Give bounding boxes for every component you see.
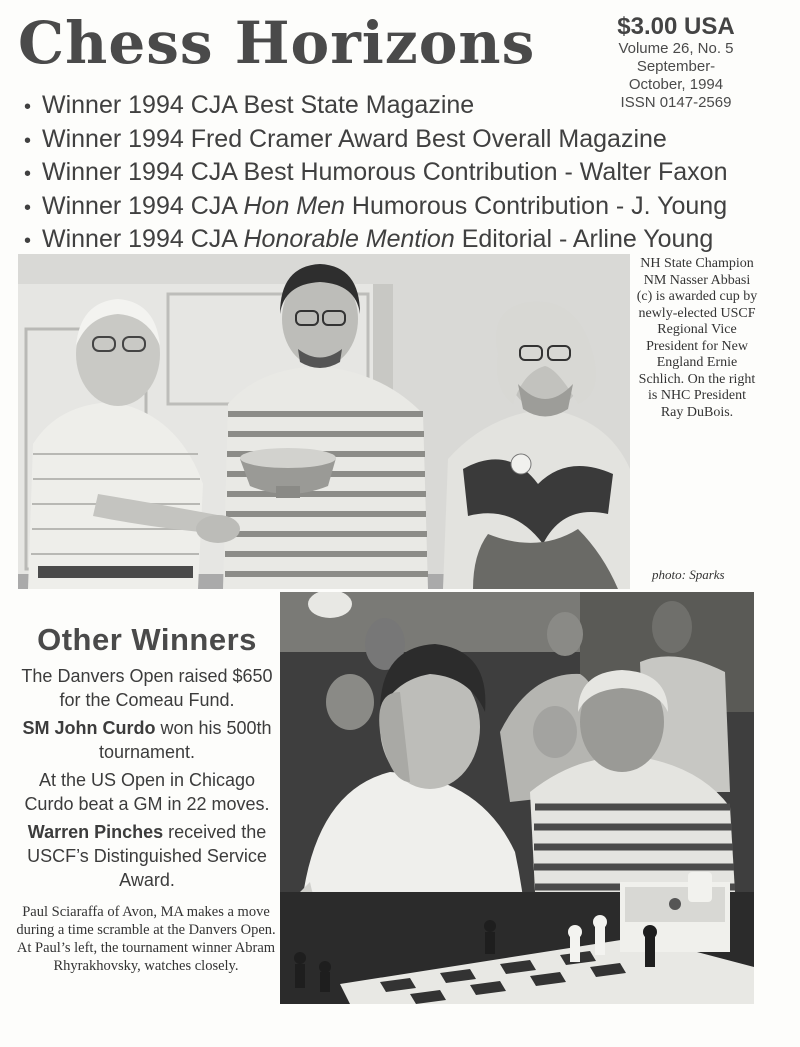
award-italic-text: Hon Men (243, 191, 345, 220)
photo-caption-bottom: Paul Sciaraffa of Avon, MA makes a move during a time scramble at the Danvers Open. At Paul’s left, the tournament winner Abram Rhyrakhovsky, watches closely. (16, 904, 276, 974)
curdo-tournament-note (16, 716, 278, 764)
volume-number: Volume 26, No. 5 (618, 40, 734, 58)
award-italic-text: Honorable Mention (243, 225, 455, 253)
award-text: Winner 1994 CJA Best State Magazine (42, 91, 475, 119)
issn: ISSN 0147-2569 (620, 94, 732, 112)
awards-list (24, 90, 727, 258)
pinches-award-note (16, 820, 278, 892)
bullet-icon: • (24, 163, 32, 185)
award-item (24, 124, 727, 158)
award-text-end: Humorous Contribution - J. Young (344, 191, 728, 220)
tournament-photo (280, 592, 754, 1004)
award-ceremony-photo (18, 254, 630, 589)
masthead-title: Chess Horizons (18, 9, 536, 77)
curdo-name: SM John Curdo (22, 718, 156, 738)
award-item (24, 224, 727, 258)
bullet-icon: • (24, 96, 32, 118)
other-winners-heading: Other Winners (37, 622, 257, 657)
award-item (24, 157, 727, 191)
pinches-award-text: received the USCF’s Distinguished Service Award. (27, 822, 267, 890)
other-winners-section (16, 622, 278, 896)
bullet-icon: • (24, 129, 32, 152)
issue-month-start: September- (636, 58, 716, 76)
cover-price: $3.00 USA (617, 13, 735, 40)
curdo-tournament-text: won his 500th tournament. (98, 718, 272, 762)
photo-caption-top: NH State Champion NM Nasser Abbasi (c) is awarded cup by newly-elected USCF Regional Vice President for New England Ernie Schlich. On the right is NHC President Ray DuBois. (636, 256, 758, 420)
award-text: Winner 1994 CJA Best Humorous Contribution - Walter Faxon (42, 158, 728, 186)
award-text: Winner 1994 CJA (42, 225, 244, 253)
pinches-name: Warren Pinches (27, 822, 164, 842)
us-open-note: At the US Open in Chicago Curdo beat a GM in 22 moves. (24, 770, 270, 814)
award-text: Winner 1994 CJA (42, 191, 244, 220)
issue-month-end: October, 1994 (628, 76, 724, 94)
award-item (24, 191, 727, 225)
award-text-end: Editorial - Arline Young (454, 225, 714, 253)
danvers-open-note: The Danvers Open raised $650 for the Comeau Fund. (21, 666, 273, 710)
bullet-icon: • (24, 196, 32, 219)
award-text: Winner 1994 Fred Cramer Award Best Overall Magazine (42, 124, 667, 153)
bullet-icon: • (24, 230, 32, 252)
award-item (24, 90, 727, 124)
photo-credit: photo: Sparks (652, 567, 725, 582)
